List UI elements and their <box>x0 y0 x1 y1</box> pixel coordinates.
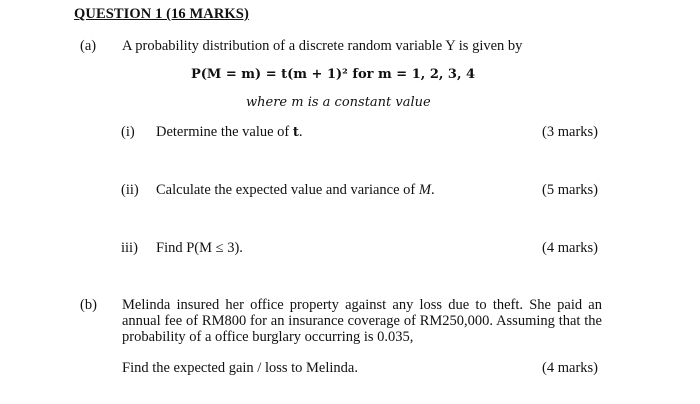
part-b-label: (b) <box>80 297 97 313</box>
formula-note: where m is a constant value <box>246 95 431 110</box>
probability-formula: P(M = m) = t(m + 1)² for m = 1, 2, 3, 4 <box>191 67 476 82</box>
item-ii-label: (ii) <box>121 182 139 198</box>
item-iii-marks: (4 marks) <box>542 240 598 256</box>
item-ii-marks: (5 marks) <box>542 182 598 198</box>
part-b-question: Find the expected gain / loss to Melinda. <box>122 360 358 376</box>
question-title: QUESTION 1 (16 MARKS) <box>74 6 249 22</box>
item-ii-text: Calculate the expected value and variance of M. <box>156 182 435 198</box>
part-a-label: (a) <box>80 38 97 54</box>
variable-t: t <box>292 125 299 140</box>
item-iii-label: iii) <box>121 240 138 256</box>
item-i-text: Determine the value of t. <box>156 124 303 140</box>
part-b-marks: (4 marks) <box>542 360 598 376</box>
item-iii-text: Find P(M ≤ 3). <box>156 240 243 256</box>
item-i-label: (i) <box>121 124 135 140</box>
item-i-marks: (3 marks) <box>542 124 598 140</box>
part-a-intro: A probability distribution of a discrete random variable Y is given by <box>122 38 523 54</box>
part-b-paragraph: Melinda insured her office property against any loss due to theft. She paid an annual fee of RM800 for an insurance coverage of RM250,000. Assuming that the probability of a office burglary occurring is 0.035, <box>122 297 602 345</box>
variable-m: M <box>418 182 431 198</box>
